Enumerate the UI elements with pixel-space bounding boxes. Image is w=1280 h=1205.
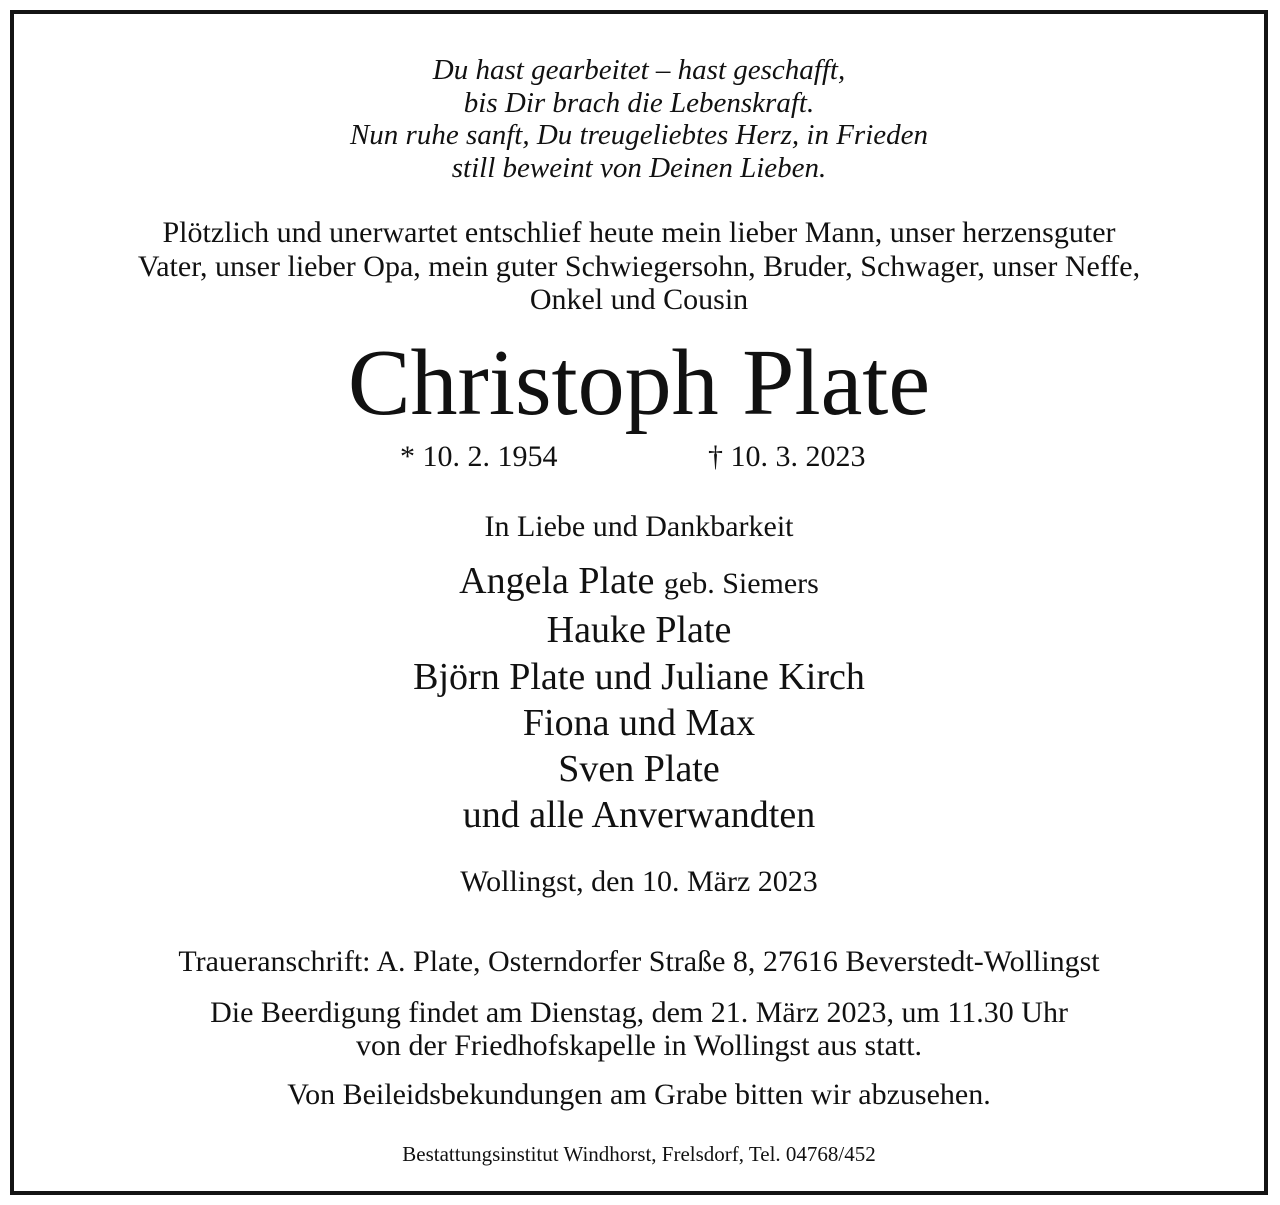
mourner-name: Fiona und Max — [522, 701, 756, 744]
undertaker-info: Bestattungsinstitut Windhorst, Frelsdorf, Tel. 04768/452 — [402, 1142, 876, 1166]
death-date: † 10. 3. 2023 — [708, 440, 866, 473]
maiden-name: geb. Siemers — [663, 567, 819, 600]
poem-line: Nun ruhe sanft, Du treugeliebtes Herz, in Frieden — [349, 119, 929, 151]
place-and-date: Wollingst, den 10. März 2023 — [460, 865, 818, 898]
condolence-note: Von Beileidsbekundungen am Grabe bitten wir abzusehen. — [287, 1078, 991, 1111]
mourner-name: Björn Plate und Juliane Kirch — [413, 655, 865, 698]
announcement-line: Vater, unser lieber Opa, mein guter Schwiegersohn, Bruder, Schwager, unser Neffe, — [137, 249, 1141, 283]
funeral-line: von der Friedhofskapelle in Wollingst aus statt. — [355, 1029, 923, 1062]
mourner-name: Sven Plate — [558, 748, 720, 791]
obituary-notice — [10, 10, 1268, 1195]
funeral-line: Die Beerdigung findet am Dienstag, dem 21. März 2023, um 11.30 Uhr — [210, 996, 1068, 1029]
poem-line: bis Dir brach die Lebenskraft. — [463, 86, 815, 119]
announcement-line: Plötzlich und unerwartet entschlief heute mein lieber Mann, unser herzensguter — [162, 216, 1116, 249]
mourning-address: Traueranschrift: A. Plate, Osterndorfer Straße 8, 27616 Beverstedt-Wollingst — [178, 945, 1100, 978]
mourner-name: und alle Anverwandten — [462, 794, 816, 837]
mourners-list — [14, 558, 1264, 839]
announcement-line: Onkel und Cousin — [529, 283, 749, 316]
poem-line: still beweint von Deinen Lieben. — [451, 151, 827, 184]
mourner-name: Hauke Plate — [546, 609, 732, 652]
birth-date: * 10. 2. 1954 — [400, 440, 558, 473]
poem-line: Du hast gearbeitet – hast geschafft, — [432, 54, 846, 86]
mourner-name — [14, 558, 1264, 607]
announcement-text — [14, 216, 1264, 317]
mourner-primary-name: Angela Plate — [459, 560, 655, 602]
dedication-line: In Liebe und Dankbarkeit — [484, 510, 794, 543]
memorial-poem — [14, 54, 1264, 184]
funeral-info — [14, 996, 1264, 1062]
deceased-name: Christoph Plate — [347, 331, 931, 435]
